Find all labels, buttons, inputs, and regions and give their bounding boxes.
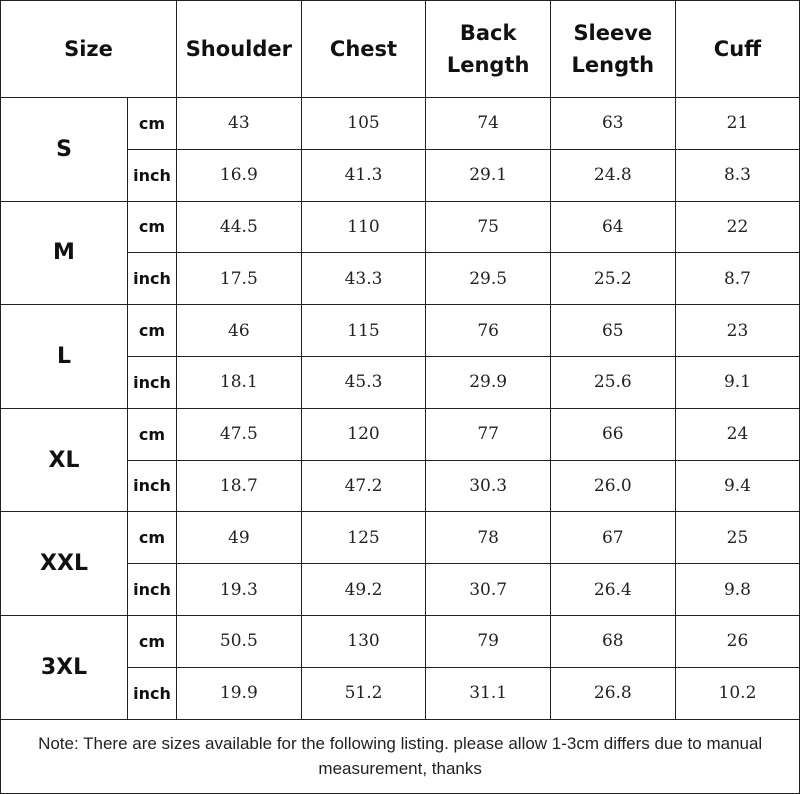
measurement-cell: 79 xyxy=(426,615,551,667)
measurement-cell: 10.2 xyxy=(675,667,800,719)
measurement-cell: 76 xyxy=(426,305,551,357)
table-row xyxy=(1,408,800,460)
header-chest: Chest xyxy=(301,1,426,98)
table-row xyxy=(1,201,800,253)
measurement-cell: 74 xyxy=(426,98,551,150)
measurement-cell: 115 xyxy=(301,305,426,357)
unit-label: cm xyxy=(128,305,177,357)
measurement-cell: 65 xyxy=(550,305,675,357)
unit-label: cm xyxy=(128,512,177,564)
measurement-cell: 16.9 xyxy=(177,149,302,201)
measurement-cell: 18.1 xyxy=(177,356,302,408)
measurement-cell: 29.1 xyxy=(426,149,551,201)
measurement-cell: 23 xyxy=(675,305,800,357)
measurement-cell: 21 xyxy=(675,98,800,150)
measurement-cell: 8.7 xyxy=(675,253,800,305)
measurement-cell: 29.9 xyxy=(426,356,551,408)
measurement-cell: 110 xyxy=(301,201,426,253)
measurement-cell: 19.9 xyxy=(177,667,302,719)
measurement-cell: 29.5 xyxy=(426,253,551,305)
measurement-cell: 44.5 xyxy=(177,201,302,253)
unit-label: inch xyxy=(128,356,177,408)
measurement-cell: 26 xyxy=(675,615,800,667)
measurement-cell: 19.3 xyxy=(177,564,302,616)
unit-label: inch xyxy=(128,460,177,512)
measurement-cell: 41.3 xyxy=(301,149,426,201)
unit-label: cm xyxy=(128,98,177,150)
measurement-cell: 50.5 xyxy=(177,615,302,667)
measurement-cell: 43.3 xyxy=(301,253,426,305)
header-sleeve-length xyxy=(550,1,675,98)
measurement-cell: 17.5 xyxy=(177,253,302,305)
size-chart-body xyxy=(1,98,800,720)
size-label: M xyxy=(1,201,128,305)
size-label: XXL xyxy=(1,512,128,616)
measurement-cell: 63 xyxy=(550,98,675,150)
measurement-cell: 26.4 xyxy=(550,564,675,616)
measurement-cell: 8.3 xyxy=(675,149,800,201)
header-shoulder: Shoulder xyxy=(177,1,302,98)
measurement-cell: 49.2 xyxy=(301,564,426,616)
measurement-cell: 26.8 xyxy=(550,667,675,719)
measurement-cell: 120 xyxy=(301,408,426,460)
measurement-cell: 77 xyxy=(426,408,551,460)
unit-label: inch xyxy=(128,564,177,616)
measurement-cell: 46 xyxy=(177,305,302,357)
measurement-cell: 22 xyxy=(675,201,800,253)
header-back-length-line-2: Length xyxy=(446,53,530,77)
table-row xyxy=(1,98,800,150)
measurement-cell: 51.2 xyxy=(301,667,426,719)
measurement-cell: 64 xyxy=(550,201,675,253)
measurement-cell: 31.1 xyxy=(426,667,551,719)
measurement-cell: 9.8 xyxy=(675,564,800,616)
measurement-cell: 24.8 xyxy=(550,149,675,201)
header-cuff: Cuff xyxy=(675,1,800,98)
measurement-cell: 30.3 xyxy=(426,460,551,512)
measurement-cell: 75 xyxy=(426,201,551,253)
measurement-cell: 25 xyxy=(675,512,800,564)
measurement-cell: 9.1 xyxy=(675,356,800,408)
unit-label: cm xyxy=(128,408,177,460)
size-label: S xyxy=(1,98,128,202)
header-back-length xyxy=(426,1,551,98)
header-sleeve-length-line-2: Length xyxy=(571,53,655,77)
unit-label: cm xyxy=(128,201,177,253)
measurement-cell: 68 xyxy=(550,615,675,667)
unit-label: inch xyxy=(128,667,177,719)
measurement-cell: 47.5 xyxy=(177,408,302,460)
header-sleeve-length-line-1: Sleeve xyxy=(573,21,653,45)
table-row xyxy=(1,305,800,357)
header-row xyxy=(1,1,800,98)
size-label: XL xyxy=(1,408,128,512)
measurement-cell: 18.7 xyxy=(177,460,302,512)
measurement-cell: 9.4 xyxy=(675,460,800,512)
measurement-cell: 78 xyxy=(426,512,551,564)
header-back-length-line-1: Back xyxy=(459,21,517,45)
measurement-cell: 25.6 xyxy=(550,356,675,408)
unit-label: inch xyxy=(128,149,177,201)
measurement-cell: 26.0 xyxy=(550,460,675,512)
measurement-cell: 130 xyxy=(301,615,426,667)
measurement-cell: 66 xyxy=(550,408,675,460)
size-label: 3XL xyxy=(1,615,128,719)
measurement-cell: 25.2 xyxy=(550,253,675,305)
header-size: Size xyxy=(1,1,177,98)
unit-label: cm xyxy=(128,615,177,667)
measurement-cell: 47.2 xyxy=(301,460,426,512)
measurement-cell: 49 xyxy=(177,512,302,564)
note-text: Note: There are sizes available for the following listing. please allow 1-3cm differs due to manual measurement, thanks xyxy=(1,719,800,793)
measurement-cell: 67 xyxy=(550,512,675,564)
table-row xyxy=(1,615,800,667)
unit-label: inch xyxy=(128,253,177,305)
size-label: L xyxy=(1,305,128,409)
measurement-cell: 45.3 xyxy=(301,356,426,408)
measurement-cell: 30.7 xyxy=(426,564,551,616)
note-row xyxy=(1,719,800,793)
measurement-cell: 24 xyxy=(675,408,800,460)
measurement-cell: 43 xyxy=(177,98,302,150)
measurement-cell: 105 xyxy=(301,98,426,150)
table-row xyxy=(1,512,800,564)
measurement-cell: 125 xyxy=(301,512,426,564)
